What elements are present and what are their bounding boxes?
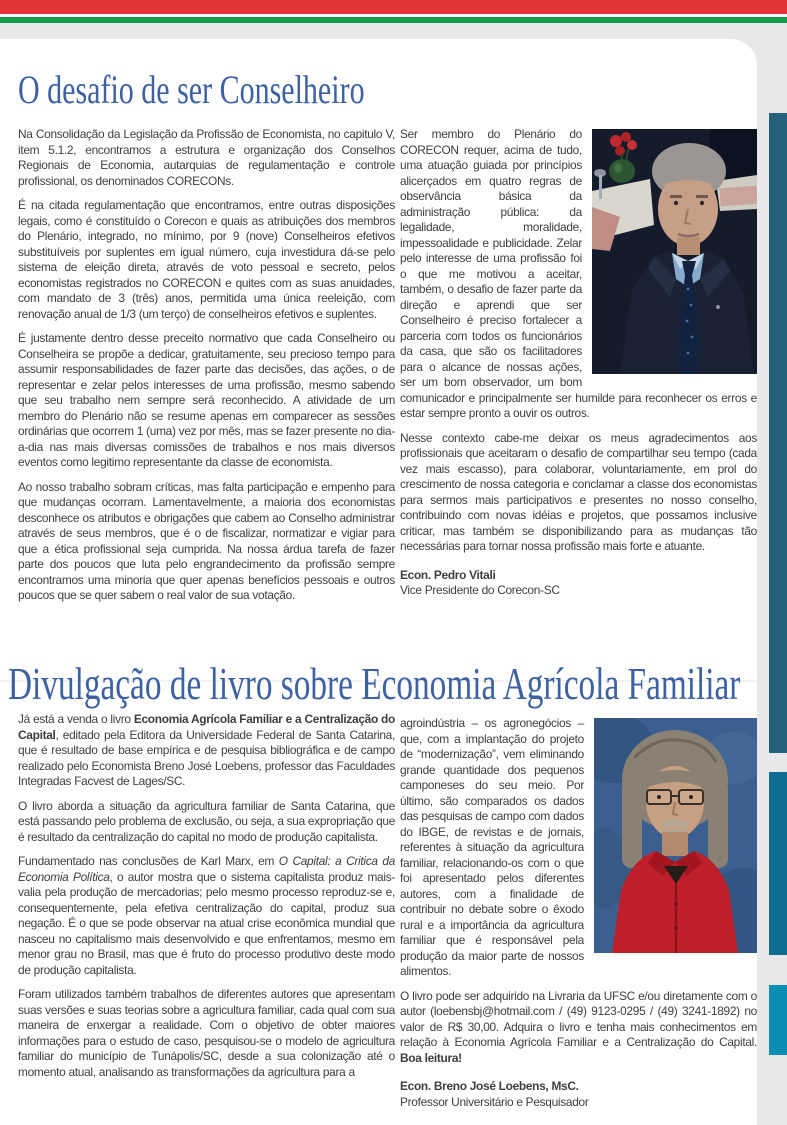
- right-accent-bar-blue: [769, 772, 787, 955]
- text-run: Já está a venda o livro: [18, 712, 134, 726]
- top-stripe-green: [0, 17, 787, 23]
- right-accent-bar-teal: [769, 113, 787, 753]
- article1-paragraph-2: É na citada regulamentação que encontramos, entre outras disposições legais, como é constituído o Corecon e quais as atribuições dos membros do Plenário, integrado, no mínimo, por 9 (nove) Conselheiros efetivos substituíveis por suplentes em igual número, cuja investidura dá-se pelo sistema de eleição direta, através de voto pessoal e secreto, pelos economistas registrados no CORECON e quites com as suas anuidades, com mandato de 3 (três) anos, permitida uma única reeleição, com renovação anual de 1/3 (um terço) de conselheiros efetivos e suplentes.: [18, 198, 395, 321]
- text-run: , editado pela Editora da Universidade Federal de Santa Catarina, que é resultado de base empírica e de pesquisa bibliográfica e de campo realizado pelo Economista Breno José Loebens, professor das Faculdades Integradas Facvest de Lages/SC.: [18, 727, 395, 788]
- article1-paragraph-1: Na Consolidação da Legislação da Profissão de Economista, no capitulo V, item 5.1.2, encontramos a estrutura e organização dos Conselhos Regionais de Economia, autarquias de regulamentação e controle profissional, os denominados CORECONs.: [18, 127, 395, 188]
- article2-signature-role: Professor Universitário e Pesquisador: [400, 1094, 589, 1109]
- article2-right-paragraph-1: agroindústria – os agronegócios – que, com a implantação do projeto de “modernização”, vem eliminando grande quantidade dos pequenos camponeses do seu meio. Por último, são comparados os dados das pesquisas de campo com dados do IBGE, de revistas e de jornais, referentes à situação da agricultura familiar, relacionando-os com o que foi apresentado pelos diferentes autores, com a finalidade de contribuir no debate sobre o êxodo rural e a importância da agricultura familiar que é responsável pela produção da maior parte de nossos alimentos.: [400, 716, 584, 978]
- article2-title: Divulgação de livro sobre Economia Agrícola Familiar: [8, 659, 741, 709]
- article2-signature-name: Econ. Breno José Loebens, MsC.: [400, 1079, 579, 1093]
- text-run: , o autor mostra que o sistema capitalista produz mais-valia pela produção de mercadorias; pelo mesmo processo reproduz-se e, consequentemente, pela efetiva centralização do capital, produz sua negação. É o que se pode observar na atual crise econômica mundial que nasceu no capitalismo mais desenvolvido e que enfrentamos, mesmo em menor grau no Brasil, mas que é fruto do processo produtivo deste modo de produção capitalista.: [18, 869, 396, 977]
- top-stripe-red: [0, 0, 787, 14]
- article1-title: O desafio de ser Conselheiro: [18, 67, 365, 112]
- article2-right-paragraph-2: [400, 989, 757, 1067]
- article2-right-column: [400, 716, 757, 1110]
- photo-pedro-vitali: [592, 129, 757, 374]
- article2-paragraph-4: Foram utilizados também trabalhos de diferentes autores que apresentam suas versões e suas teorias sobre a agricultura familiar, cada qual com sua maneira de enxergar a realidade. Com o objetivo de obter maiores informações para o estudo de caso, pesquisou-se o modelo de agricultura familiar do município de Tunápolis/SC, desde a sua colonização até o momento atual, analisando as transformações da agricultura para a: [18, 987, 395, 1079]
- article1-signature-role: Vice Presidente do Corecon-SC: [400, 583, 560, 597]
- article1-right-paragraph-1: Ser membro do Plenário do CORECON requer, acima de tudo, uma atuação guiada por princípios alicerçados em quatro regras de observância básica da administração pública: da legalidade, moralidade, impessoalidade e publicidade. Zelar pelo interesse de uma profissão foi o que me motivou a aceitar, também, o desafio de fazer parte da direção e aprendi que ser Conselheiro é preciso fortalecer a parceria com todos os funcionários da casa, que são os facilitadores para o alcance de nossas ações, ser um bom observador, um bom comunicador e principalmente ser humilde para reconhecer os erros e estar sempre pronto a ouvir os outros.: [400, 127, 757, 420]
- text-run: O livro pode ser adquirido na Livraria da UFSC e/ou diretamente com o autor (loebensbj@hotmail.com / (49) 9123-0295 / (49) 3241-1892) no valor de R$ 30,00. Adquira o livro e tenha mais conhecimentos em relação à Economia Agrícola Familiar e a Centralização do Capital.: [400, 988, 757, 1049]
- photo-breno-jose-loebens: [594, 718, 757, 953]
- article2-left-column: [18, 712, 395, 1089]
- article1-paragraph-4: Ao nosso trabalho sobram críticas, mas falta participação e empenho para que mudanças ocorram. Lamentavelmente, a maioria dos economistas desconhece os atributos e obrigações que cabem ao Conselho administrar através de seus membros, que é o de fiscalizar, normatizar e vigiar para que a ética profissional seja cumprida. Na nossa árdua tarefa de fazer parte dos poucos que luta pelo engrandecimento da profissão sempre encontramos uma minoria que quer apenas benefícios pessoais e outros poucos que se quer sabem o real valor de sua votação.: [18, 479, 395, 602]
- book-title-bold: Economia Agrícola Familiar e a Centralização do Capital: [18, 712, 395, 742]
- text-run: Fundamentado nas conclusões de Karl Marx, em: [18, 854, 279, 868]
- article1-left-column: [18, 127, 395, 613]
- article2-paragraph-2: O livro aborda a situação da agricultura familiar de Santa Catarina, que está passando pelo problema de exclusão, ou seja, a sua expropriação que é resultado da centralização do capital no modo de produção capitalista.: [18, 798, 396, 844]
- article2-paragraph-1: [18, 712, 395, 790]
- boa-leitura-bold: Boa leitura!: [400, 1050, 462, 1065]
- article1-right-paragraph-2: Nesse contexto cabe-me deixar os meus agradecimentos aos profissionais que aceitaram o desafio de compartilhar seu tempo (cada vez mais escasso), para colaborar, voluntariamente, em prol do crescimento de nossa categoria e conclamar a classe dos economistas para sermos mais participativos e presentes no nosso conselho, contribuindo com novas idéias e projetos, que possamos inclusive criticar, mas também se disponibilizando para as mudanças tão necessárias para tornar nossa profissão mais forte e atuante.: [400, 430, 757, 553]
- article1-paragraph-3: É justamente dentro desse preceito normativo que cada Conselheiro ou Conselheira se propõe a dedicar, gratuitamente, seu precioso tempo para assumir responsabilidades de fazer parte das decisões, das ações, o de representar e zelar pelos interesses de uma profissão, mesmo sabendo que seu trabalho nem sempre será reconhecido. A atividade de um membro do Plenário não se resume apenas em comparecer as sessões ordinárias que ocorrem 1 (uma) vez por mês, mas se fazer presente no dia-a-dia nas mais diversas comissões de trabalhos e nos mais diversos eventos como legitimo representante da classe de economista.: [18, 331, 395, 469]
- article1-right-column: [400, 127, 757, 599]
- article2-paragraph-3: [18, 854, 395, 978]
- article2-signature: [400, 1079, 757, 1110]
- book-title-italic: O Capital: a Critica da Economia Política: [18, 854, 396, 884]
- right-accent-bar-cyan: [769, 985, 787, 1055]
- article1-signature: [400, 568, 757, 599]
- article1-signature-name: Econ. Pedro Vitali: [400, 567, 496, 582]
